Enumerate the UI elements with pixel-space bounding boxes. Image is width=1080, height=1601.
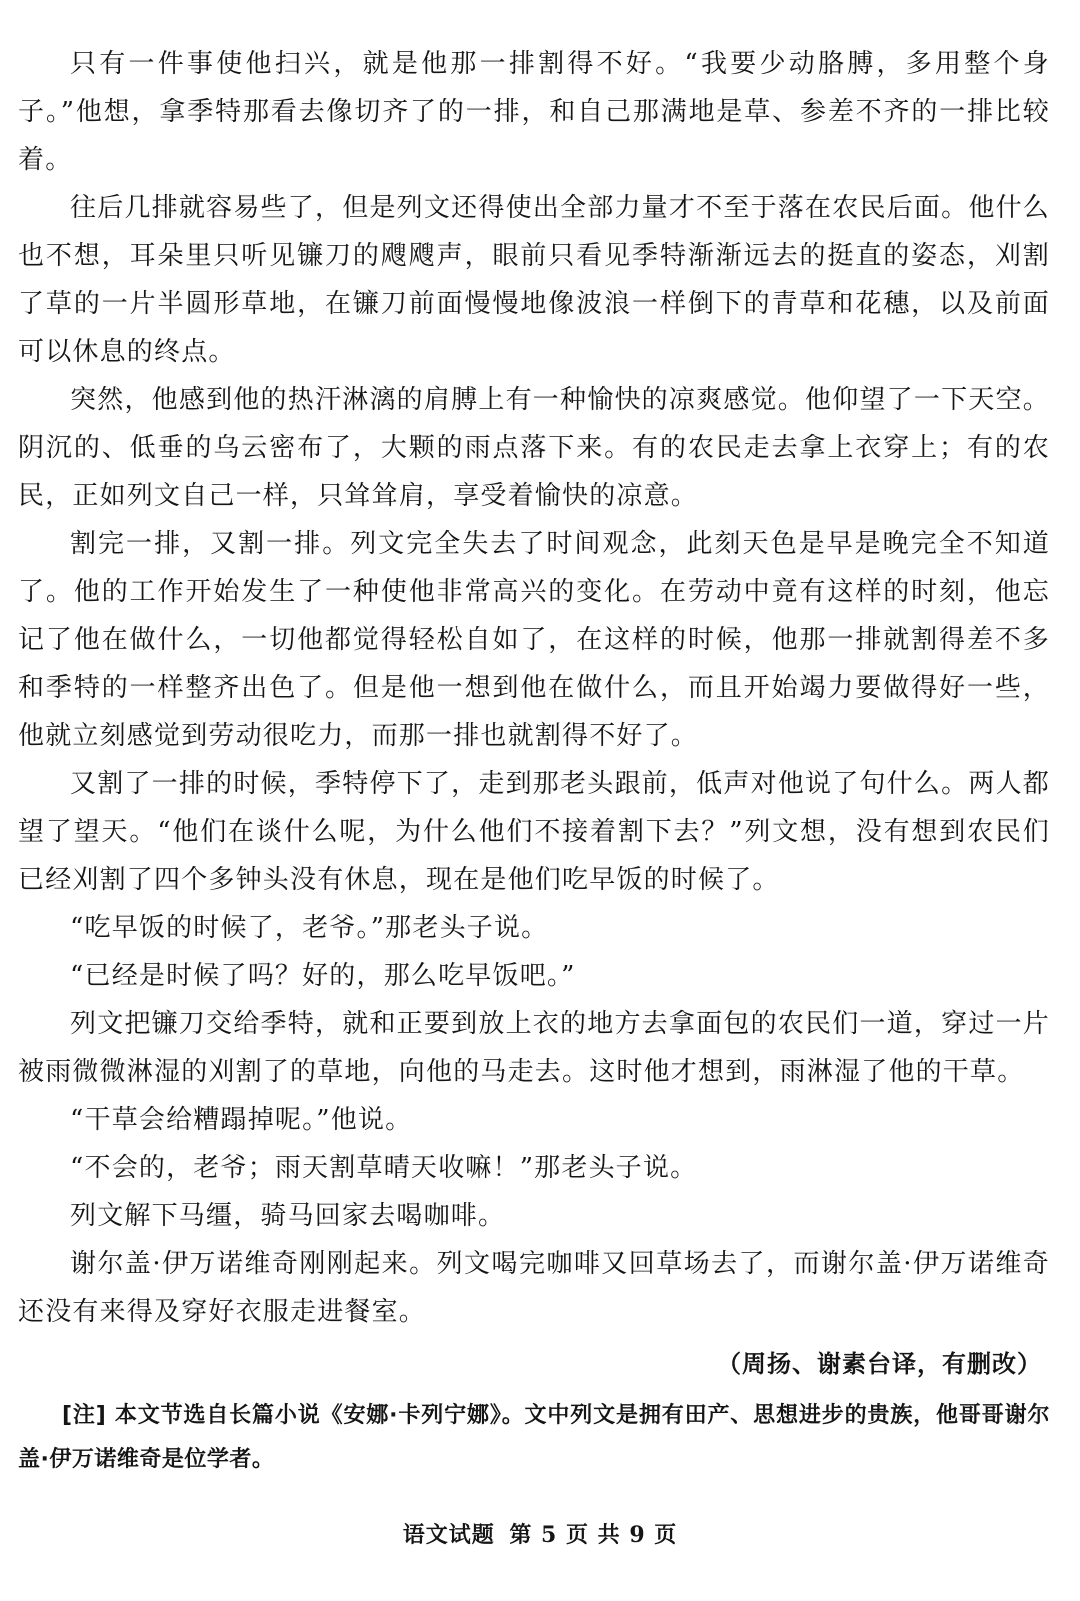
paragraph: 割完一排，又割一排。列文完全失去了时间观念，此刻天色是早是晚完全不知道了。他的工作开始发生了一种使他非常高兴的变化。在劳动中竟有这样的时刻，他忘记了他在做什么，一切他都觉得轻松自如了，在这样的时候，他那一排就割得差不多和季特的一样整齐出色了。但是他一想到他在做什么，而且开始竭力要做得好一些，他就立刻感觉到劳动很吃力，而那一排也就割得不好了。 — [18, 529, 1050, 751]
dialogue-line: “已经是时候了吗？好的，那么吃早饭吧。” — [70, 961, 576, 991]
translator-credit: （周扬、谢素台译，有删改） — [717, 1350, 1042, 1378]
page-footer — [0, 1518, 1080, 1549]
paragraph: 往后几排就容易些了，但是列文还得使出全部力量才不至于落在农民后面。他什么也不想，耳朵里只听见镰刀的飕飕声，眼前只看见季特渐渐远去的挺直的姿态，刈割了草的一片半圆形草地，在镰刀前面慢慢地像波浪一样倒下的青草和花穗，以及前面可以休息的终点。 — [18, 193, 1050, 367]
paragraph: 又割了一排的时候，季特停下了，走到那老头跟前，低声对他说了句什么。两人都望了望天。“他们在谈什么呢，为什么他们不接着割下去？”列文想，没有想到农民们已经刈割了四个多钟头没有休息，现在是他们吃早饭的时候了。 — [18, 769, 1050, 895]
dialogue-line: “不会的，老爷；雨天割草晴天收嘛！”那老头子说。 — [70, 1153, 698, 1183]
article-body — [18, 40, 1050, 1336]
footer-subject: 语文试题 — [402, 1522, 495, 1548]
paragraph: 突然，他感到他的热汗淋漓的肩膊上有一种愉快的凉爽感觉。他仰望了一下天空。阴沉的、低垂的乌云密布了，大颗的雨点落下来。有的农民走去拿上衣穿上；有的农民，正如列文自己一样，只耸耸肩，享受着愉快的凉意。 — [18, 385, 1050, 511]
paragraph: 谢尔盖·伊万诺维奇刚刚起来。列文喝完咖啡又回草场去了，而谢尔盖·伊万诺维奇还没有来得及穿好衣服走进餐室。 — [18, 1249, 1050, 1327]
paragraph: 列文解下马缰，骑马回家去喝咖啡。 — [70, 1201, 506, 1231]
paragraph: 列文把镰刀交给季特，就和正要到放上衣的地方去拿面包的农民们一道，穿过一片被雨微微淋湿的刈割了的草地，向他的马走去。这时他才想到，雨淋湿了他的干草。 — [18, 1009, 1050, 1087]
paragraph: 只有一件事使他扫兴，就是他那一排割得不好。“我要少动胳膊，多用整个身子。”他想，拿季特那看去像切齐了的一排，和自己那满地是草、参差不齐的一排比较着。 — [18, 49, 1050, 175]
dialogue-line: “吃早饭的时候了，老爷。”那老头子说。 — [70, 913, 549, 943]
source-note: [注] 本文节选自长篇小说《安娜·卡列宁娜》。文中列文是拥有田产、思想进步的贵族，他哥哥谢尔盖·伊万诺维奇是位学者。 — [18, 1403, 1050, 1472]
dialogue-line: “干草会给糟蹋掉呢。”他说。 — [70, 1105, 413, 1135]
footer-page-number: 第 5 页 共 9 页 — [509, 1522, 678, 1548]
